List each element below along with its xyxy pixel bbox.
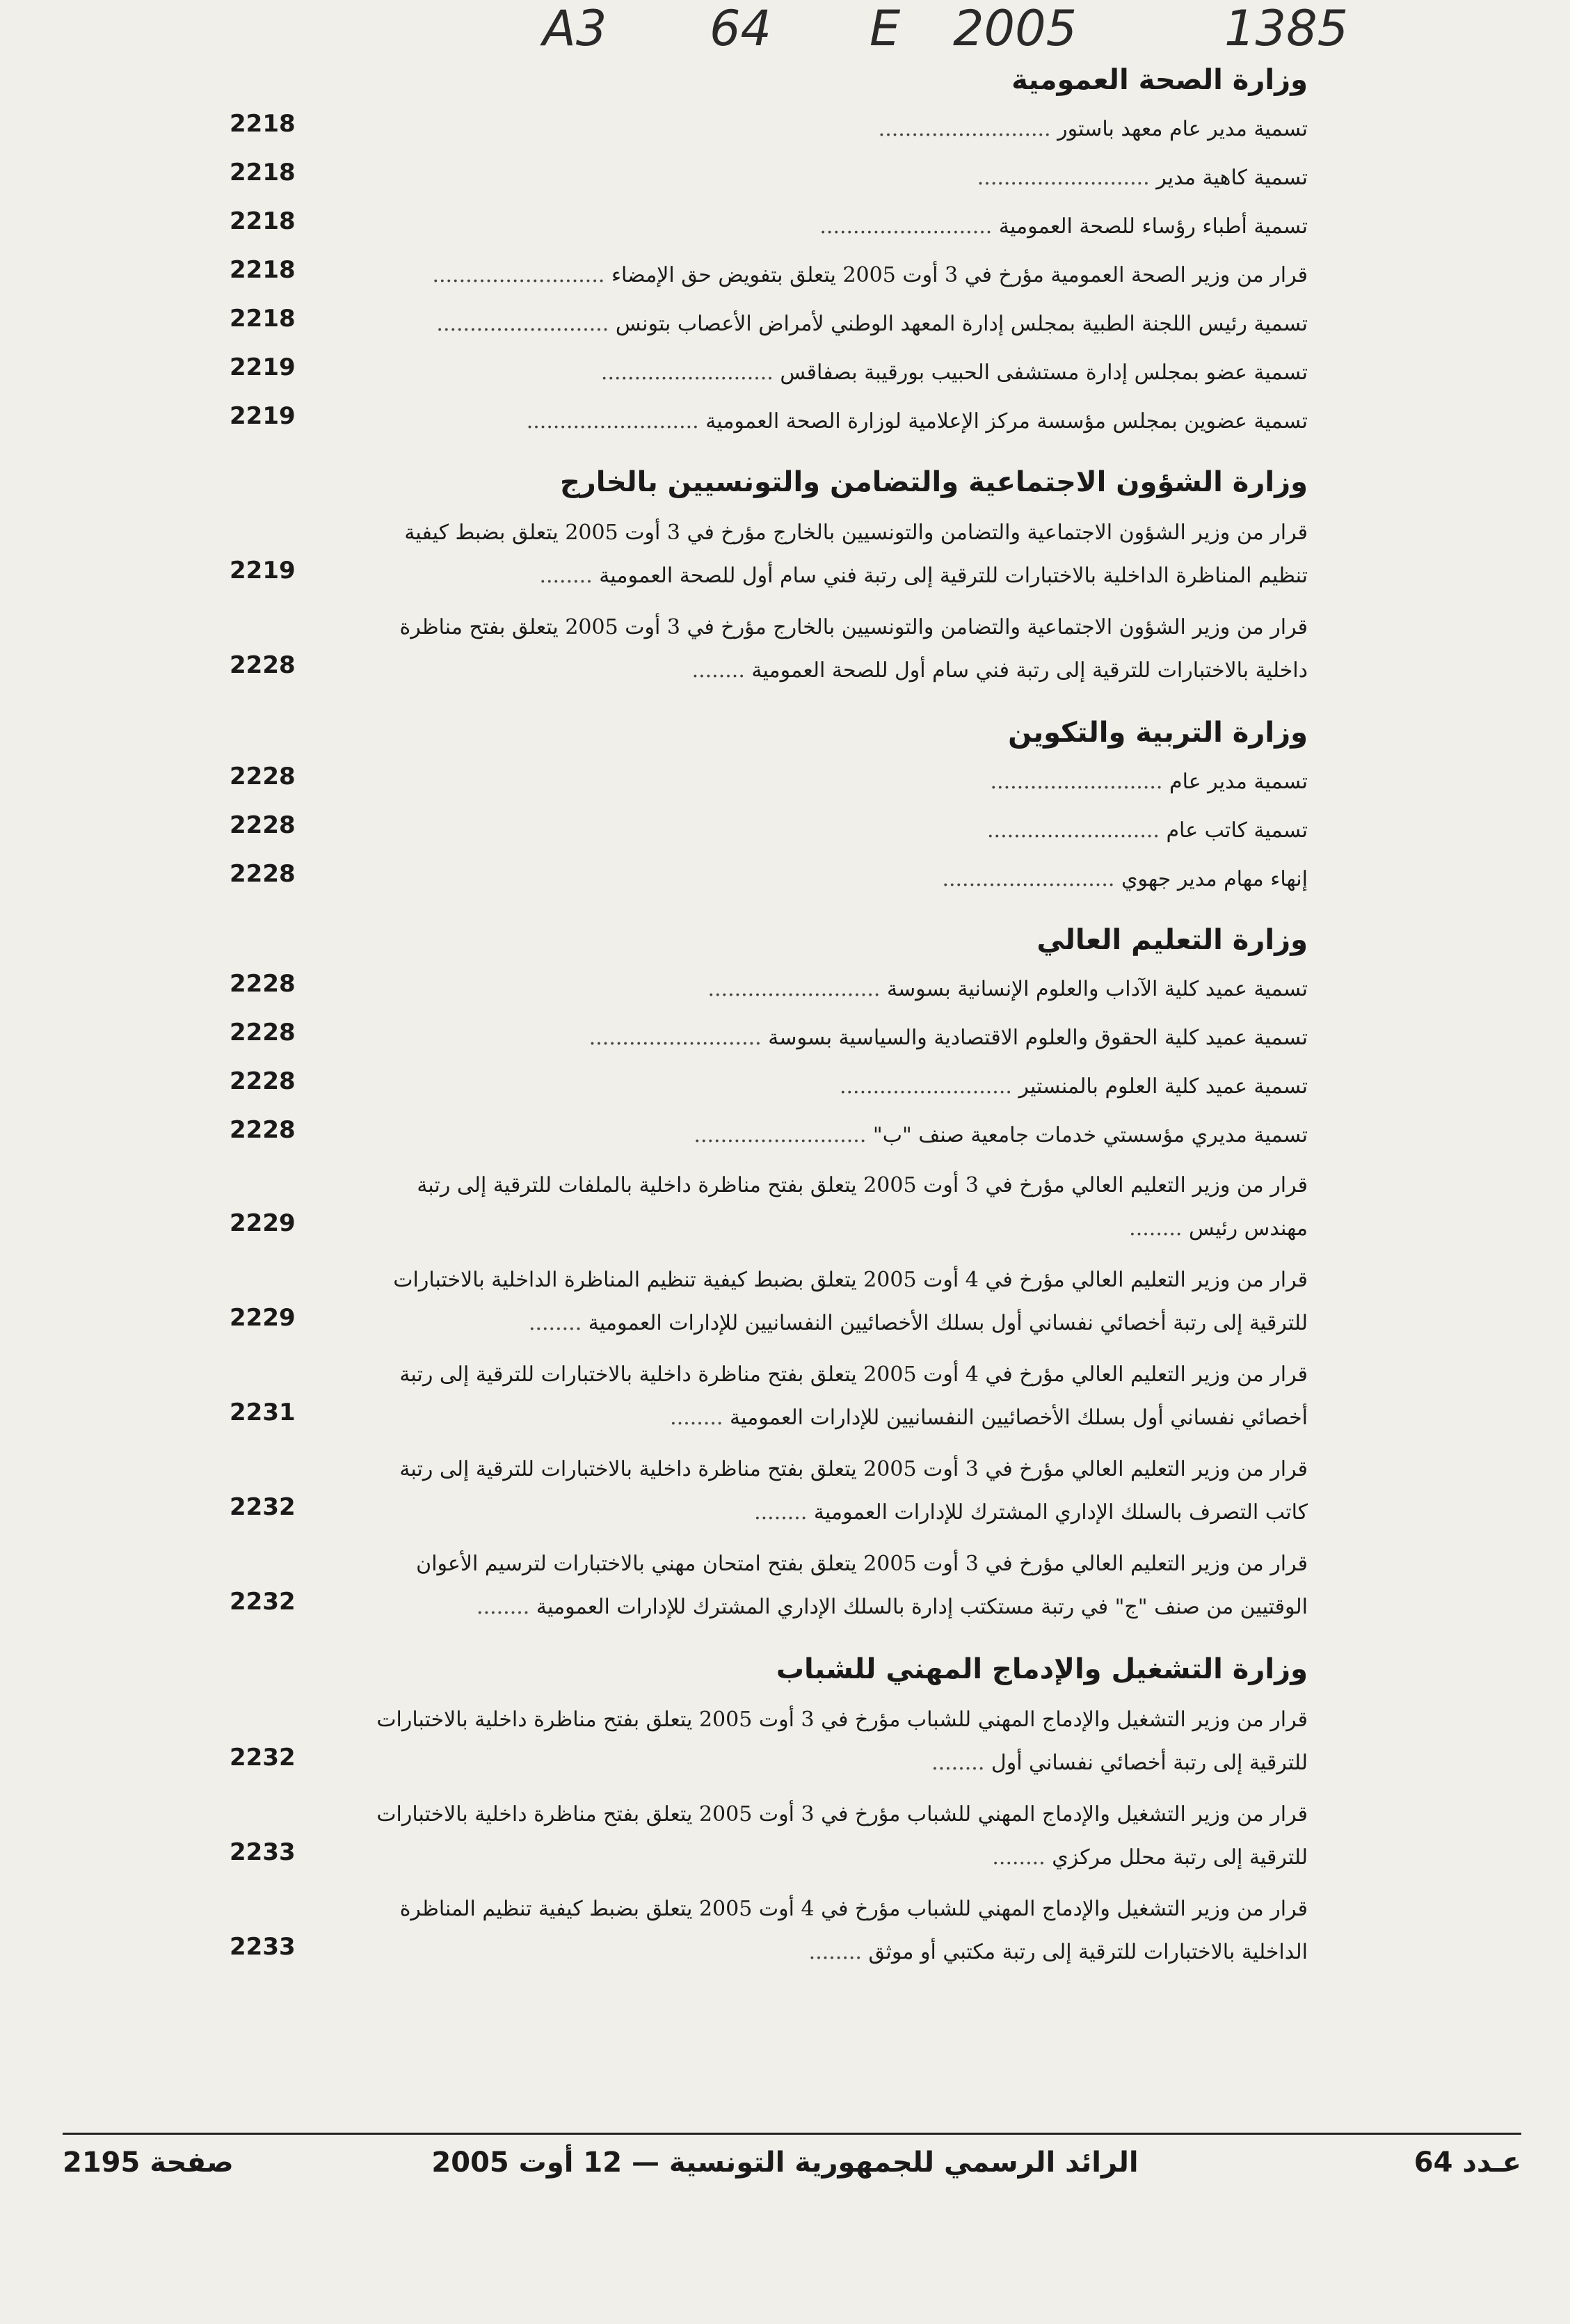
toc-entry[interactable]: [230, 758, 1308, 806]
toc-entry-text: قرار من وزير التعليم العالي مؤرخ في 3 أوت 2005 يتعلق بفتح مناظرة داخلية بالملفات للترقية إلى رتبة مهندس رئيس: [417, 1173, 1308, 1241]
toc-entry-text: قرار من وزير الشؤون الاجتماعية والتضامن والتونسيين بالخارج مؤرخ في 3 أوت 2005 يتعلق بضبط كيفية تنظيم المناظرة الداخلية بالاختبارات للترقية إلى رتبة فني سام أول للصحة العمومية: [404, 520, 1308, 588]
toc-entry-text: قرار من وزير التعليم العالي مؤرخ في 4 أوت 2005 يتعلق بضبط كيفية تنظيم المناظرة الداخلية بالاختبارات للترقية إلى رتبة أخصائي نفساني أول بسلك الأخصائيين النفسانيين للإدارات العمومية: [393, 1268, 1308, 1335]
toc-entry[interactable]: [230, 1694, 1308, 1789]
toc-entry[interactable]: [230, 1062, 1308, 1111]
toc-page-number: 2218: [230, 207, 296, 235]
toc-entry-text: تسمية مديري مؤسستي خدمات جامعية صنف "ب": [872, 1123, 1308, 1147]
toc-page-number: 2228: [230, 651, 296, 679]
toc-entry-text: تسمية عميد كلية العلوم بالمنستير: [1018, 1074, 1308, 1099]
leader-dots: ..........................: [839, 1074, 1019, 1099]
toc-entry[interactable]: [230, 1255, 1308, 1349]
leader-dots: ..........................: [436, 312, 616, 336]
handwritten-note: A3: [543, 0, 607, 57]
toc-page-number: 2228: [230, 970, 296, 998]
leader-dots: ........: [528, 1311, 588, 1335]
table-of-contents: [230, 59, 1308, 1978]
toc-entry[interactable]: [230, 154, 1308, 202]
leader-dots: ..........................: [694, 1123, 873, 1147]
ministry-heading: وزارة الصحة العمومية: [1011, 64, 1308, 96]
toc-entry[interactable]: [230, 602, 1308, 697]
toc-entry[interactable]: [230, 105, 1308, 154]
toc-entry-text: تسمية عميد كلية الحقوق والعلوم الاقتصادية والسياسية بسوسة: [768, 1026, 1308, 1050]
toc-entry-text: قرار من وزير التشغيل والإدماج المهني للشباب مؤرخ في 3 أوت 2005 يتعلق بفتح مناظرة داخلية بالاختبارات للترقية إلى رتبة محلل مركزي: [376, 1802, 1308, 1870]
toc-entry-text: قرار من وزير التشغيل والإدماج المهني للشباب مؤرخ في 3 أوت 2005 يتعلق بفتح مناظرة داخلية بالاختبارات للترقية إلى رتبة أخصائي نفساني أول: [376, 1708, 1308, 1775]
leader-dots: ........: [808, 1940, 869, 1964]
toc-entry-text: إنهاء مهام مدير جهوي: [1121, 867, 1308, 891]
toc-entry-text: تسمية عميد كلية الآداب والعلوم الإنسانية بسوسة: [886, 977, 1308, 1001]
toc-page-number: 2229: [230, 1209, 296, 1237]
leader-dots: ..........................: [987, 818, 1167, 843]
toc-page-number: 2233: [230, 1933, 296, 1961]
toc-page-number: 2228: [230, 1019, 296, 1046]
toc-entry[interactable]: [230, 1884, 1308, 1978]
toc-page-number: 2231: [230, 1399, 296, 1426]
leader-dots: ..........................: [526, 409, 706, 433]
leader-dots: ..........................: [600, 360, 780, 385]
toc-entry-text: تسمية مدير عام معهد باستور: [1057, 117, 1308, 141]
toc-entry[interactable]: [230, 1014, 1308, 1062]
toc-entry-text: تسمية كاهية مدير: [1156, 166, 1308, 190]
footer-issue-number: عـدد 64: [1413, 2147, 1521, 2179]
footer-page-number: صفحة 2195: [63, 2147, 234, 2179]
leader-dots: ........: [476, 1595, 536, 1619]
toc-page-number: 2232: [230, 1744, 296, 1772]
leader-dots: ........: [754, 1500, 814, 1525]
toc-page-number: 2218: [230, 159, 296, 186]
toc-page-number: 2228: [230, 1067, 296, 1095]
toc-entry-text: تسمية رئيس اللجنة الطبية بمجلس إدارة المعهد الوطني لأمراض الأعصاب بتونس: [615, 312, 1308, 336]
leader-dots: ........: [1129, 1216, 1189, 1241]
toc-entry[interactable]: [230, 202, 1308, 251]
toc-entry[interactable]: [230, 806, 1308, 855]
leader-dots: ..........................: [588, 1026, 769, 1050]
toc-entry-text: تسمية عضوين بمجلس مؤسسة مركز الإعلامية لوزارة الصحة العمومية: [705, 409, 1308, 433]
toc-page-number: 2218: [230, 110, 296, 138]
leader-dots: ........: [670, 1406, 730, 1430]
handwritten-note: 1385: [1224, 0, 1349, 57]
ministry-heading: وزارة التربية والتكوين: [1008, 717, 1308, 749]
toc-page-number: 2228: [230, 811, 296, 839]
toc-page-number: 2229: [230, 1304, 296, 1332]
toc-entry[interactable]: [230, 1111, 1308, 1160]
toc-entry-text: تسمية مدير عام: [1169, 770, 1308, 794]
ministry-heading: وزارة الشؤون الاجتماعية والتضامن والتونسيين بالخارج: [559, 466, 1308, 498]
toc-entry-text: قرار من وزير التعليم العالي مؤرخ في 3 أوت 2005 يتعلق بفتح امتحان مهني بالاختبارات لترسيم الأعوان الوقتيين من صنف "ج" في رتبة مستكتب إدارة بالسلك الإداري المشترك للإدارات العمومية: [416, 1552, 1308, 1619]
ministry-heading: وزارة التعليم العالي: [1036, 924, 1308, 956]
handwritten-note: E: [870, 0, 901, 57]
toc-entry[interactable]: [230, 397, 1308, 446]
toc-entry[interactable]: [230, 1349, 1308, 1444]
leader-dots: ..........................: [432, 263, 611, 287]
toc-page-number: 2232: [230, 1588, 296, 1616]
toc-entry[interactable]: [230, 965, 1308, 1014]
toc-page-number: 2228: [230, 763, 296, 790]
toc-entry-text: قرار من وزير التعليم العالي مؤرخ في 3 أوت 2005 يتعلق بفتح مناظرة داخلية بالاختبارات للترقية إلى رتبة كاتب التصرف بالسلك الإداري المشترك للإدارات العمومية: [399, 1457, 1308, 1525]
leader-dots: ..........................: [977, 166, 1157, 190]
toc-page-number: 2218: [230, 305, 296, 333]
toc-page-number: 2228: [230, 860, 296, 888]
footer-divider: [63, 2133, 1521, 2135]
handwritten-note: 64: [710, 0, 772, 57]
toc-entry-text: قرار من وزير الشؤون الاجتماعية والتضامن والتونسيين بالخارج مؤرخ في 3 أوت 2005 يتعلق بفتح مناظرة داخلية بالاختبارات للترقية إلى رتبة فني سام أول للصحة العمومية: [399, 615, 1308, 683]
toc-entry[interactable]: [230, 1444, 1308, 1538]
leader-dots: ........: [931, 1751, 991, 1775]
toc-page-number: 2219: [230, 402, 296, 430]
toc-page-number: 2232: [230, 1493, 296, 1521]
leader-dots: ..........................: [819, 214, 999, 239]
footer-journal-title: الرائد الرسمي للجمهورية التونسية — 12 أوت 2005: [431, 2147, 1139, 2179]
leader-dots: ..........................: [878, 117, 1058, 141]
toc-entry[interactable]: [230, 1789, 1308, 1884]
toc-entry-text: قرار من وزير التعليم العالي مؤرخ في 4 أوت 2005 يتعلق بفتح مناظرة داخلية بالاختبارات للترقية إلى رتبة أخصائي نفساني أول بسلك الأخصائيين النفسانيين للإدارات العمومية: [399, 1362, 1308, 1430]
leader-dots: ........: [539, 564, 600, 588]
toc-entry[interactable]: [230, 1538, 1308, 1633]
leader-dots: ..........................: [942, 867, 1121, 891]
leader-dots: ..........................: [707, 977, 887, 1001]
toc-entry-text: قرار من وزير الصحة العمومية مؤرخ في 3 أوت 2005 يتعلق بتفويض حق الإمضاء: [611, 263, 1308, 287]
leader-dots: ..........................: [990, 770, 1169, 794]
toc-entry-text: تسمية عضو بمجلس إدارة مستشفى الحبيب بورقيبة بصفاقس: [780, 360, 1308, 385]
handwritten-note: 2005: [953, 0, 1078, 57]
toc-page-number: 2233: [230, 1838, 296, 1866]
ministry-heading: وزارة التشغيل والإدماج المهني للشباب: [776, 1653, 1308, 1685]
toc-entry[interactable]: [230, 251, 1308, 300]
leader-dots: ........: [992, 1845, 1052, 1870]
toc-entry[interactable]: [230, 300, 1308, 349]
toc-entry[interactable]: [230, 1160, 1308, 1255]
toc-page-number: 2219: [230, 353, 296, 381]
toc-page-number: 2218: [230, 256, 296, 284]
toc-page-number: 2228: [230, 1116, 296, 1144]
leader-dots: ........: [691, 658, 752, 683]
toc-entry-text: قرار من وزير التشغيل والإدماج المهني للشباب مؤرخ في 4 أوت 2005 يتعلق بضبط كيفية تنظيم المناظرة الداخلية بالاختبارات للترقية إلى رتبة مكتبي أو موثق: [399, 1897, 1308, 1964]
toc-entry[interactable]: [230, 507, 1308, 602]
toc-entry[interactable]: [230, 349, 1308, 397]
toc-entry-text: تسمية أطباء رؤساء للصحة العمومية: [998, 214, 1308, 239]
toc-entry[interactable]: [230, 855, 1308, 904]
toc-page-number: 2219: [230, 557, 296, 584]
toc-entry-text: تسمية كاتب عام: [1166, 818, 1308, 843]
